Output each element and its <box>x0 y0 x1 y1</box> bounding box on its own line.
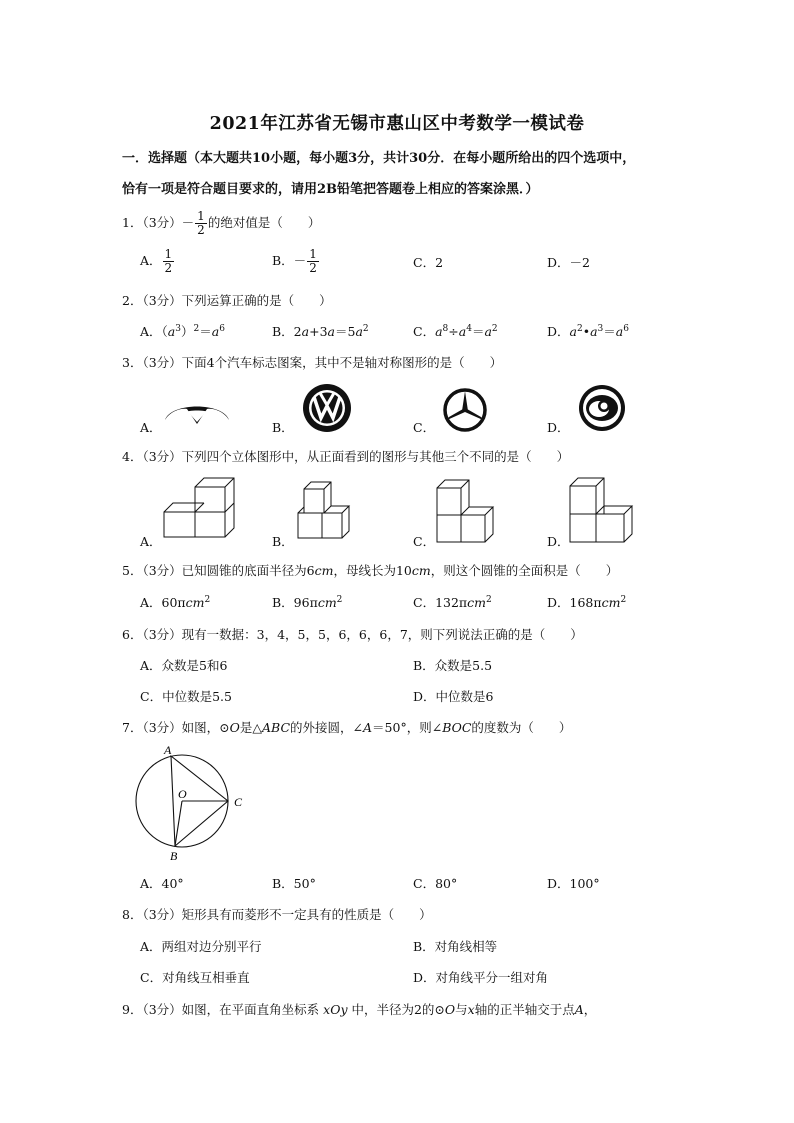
section-heading-line1: 一．选择题（本大题共10小题，每小题3分，共计30分．在每小题所给出的四个选项中， <box>122 151 636 166</box>
cube-figure-d <box>568 474 636 546</box>
q1-option-a[interactable]: A． $\frac{1}{2}$ <box>140 247 173 275</box>
mercedes-logo-icon <box>440 386 490 432</box>
question-2: 2．（3分）下列运算正确的是（ ） <box>122 293 332 308</box>
q8-option-a[interactable]: A．两组对边分别平行 <box>140 939 262 954</box>
q3-option-c[interactable]: C． <box>413 420 436 435</box>
q6-option-a[interactable]: A．众数是5和6 <box>140 658 228 673</box>
cube-figure-c <box>435 478 495 546</box>
section-heading-line2: 恰有一项是符合题目要求的，请用2B铅笔把答题卷上相应的答案涂黑．） <box>122 182 539 197</box>
point-a-label: A <box>164 743 172 757</box>
volkswagen-logo-icon <box>300 384 354 432</box>
q2-option-c[interactable]: C．$a^8\div a^4=a^2$ <box>413 323 498 339</box>
question-6: 6．（3分）现有一数据：3，4，5，5，6，6，6，7，则下列说法正确的是（ ） <box>122 627 583 642</box>
q5-option-c[interactable]: C．132πcm$^2$ <box>413 594 492 610</box>
q4-option-a[interactable]: A． <box>140 534 162 549</box>
q5-option-b[interactable]: B．96πcm$^2$ <box>272 594 343 610</box>
infiniti-logo-icon <box>163 398 231 428</box>
question-3: 3．（3分）下面4个汽车标志图案，其中不是轴对称图形的是（ ） <box>122 355 503 370</box>
point-c-label: C <box>234 795 243 809</box>
q8-option-b[interactable]: B．对角线相等 <box>413 939 498 954</box>
q5-option-d[interactable]: D．168πcm$^2$ <box>547 594 627 610</box>
page-title: 2021年江苏省无锡市惠山区中考数学一模试卷 <box>209 114 585 134</box>
question-4: 4．（3分）下列四个立体图形中，从正面看到的图形与其他三个不同的是（ ） <box>122 449 570 464</box>
q2-option-b[interactable]: B．$2a+3a=5a^2$ <box>272 323 369 339</box>
cube-figure-a <box>160 475 235 545</box>
q3-option-b[interactable]: B． <box>272 420 294 435</box>
question-9: 9．（3分）如图，在平面直角坐标系 xOy 中，半径为2的⊙O与x轴的正半轴交于点A， <box>122 1002 597 1017</box>
question-8: 8．（3分）矩形具有而菱形不一定具有的性质是（ ） <box>122 907 432 922</box>
q4-option-d[interactable]: D． <box>547 534 570 549</box>
question-5: 5．（3分）已知圆锥的底面半径为6cm，母线长为10cm，则这个圆锥的全面积是（ ） <box>122 563 619 578</box>
q4-option-b[interactable]: B． <box>272 534 294 549</box>
q7-option-c[interactable]: C．80° <box>413 876 458 891</box>
question-7: 7．（3分）如图，⊙O是△ABC的外接圆，∠A＝50°，则∠BOC的度数为（ ） <box>122 720 572 735</box>
q5-option-a[interactable]: A．60πcm$^2$ <box>140 594 211 610</box>
cube-figure-b <box>296 480 351 545</box>
point-b-label: B <box>170 849 178 863</box>
swirl-logo-icon <box>576 384 628 432</box>
circumscribed-circle-diagram <box>130 740 260 865</box>
q2-option-d[interactable]: D．$a^2•a^3=a^6$ <box>547 323 629 339</box>
q6-option-b[interactable]: B．众数是5.5 <box>413 658 493 673</box>
q7-option-a[interactable]: A．40° <box>140 876 184 891</box>
q1-option-c[interactable]: C．2 <box>413 255 444 270</box>
q6-option-c[interactable]: C．中位数是5.5 <box>140 689 232 704</box>
q6-option-d[interactable]: D．中位数是6 <box>413 689 494 704</box>
q1-option-b[interactable]: B．－ $\frac{1}{2}$ <box>272 247 317 275</box>
q4-option-c[interactable]: C． <box>413 534 436 549</box>
q8-option-c[interactable]: C．对角线互相垂直 <box>140 970 250 985</box>
q3-option-a[interactable]: A． <box>140 420 162 435</box>
q7-option-b[interactable]: B．50° <box>272 876 316 891</box>
fraction-one-half: $\frac{1}{2}$ <box>197 209 205 237</box>
q2-option-a[interactable]: A．$(a^3)^2=a^6$ <box>140 323 225 339</box>
question-1: 1．（3分）－ $\frac{1}{2}$ 的绝对值是（ ） <box>122 209 321 237</box>
q7-option-d[interactable]: D．100° <box>547 876 600 891</box>
point-o-label: O <box>178 787 187 801</box>
q1-option-d[interactable]: D．－2 <box>547 255 590 270</box>
q3-option-d[interactable]: D． <box>547 420 570 435</box>
q8-option-d[interactable]: D．对角线平分一组对角 <box>413 970 549 985</box>
